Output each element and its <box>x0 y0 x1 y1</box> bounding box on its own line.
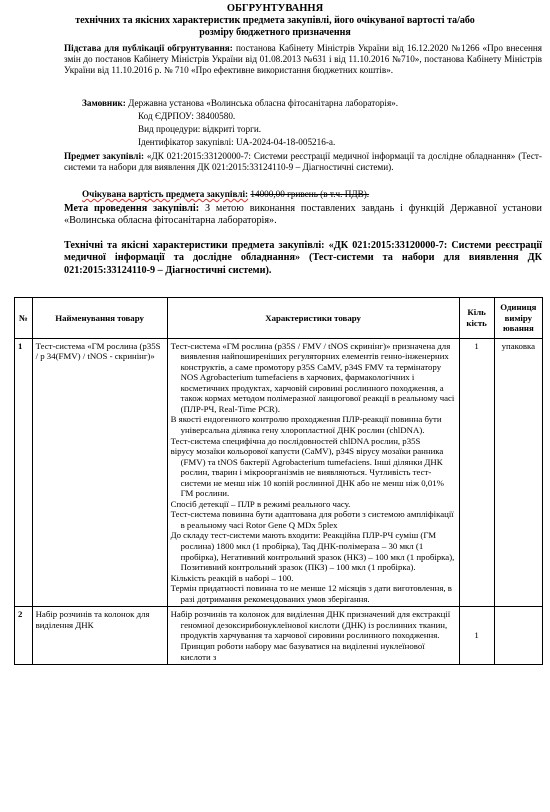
row-quantity: 1 <box>459 607 494 665</box>
header-number: № <box>15 298 33 339</box>
header-unit: Одиниця виміру ювання <box>494 298 542 339</box>
table-row <box>15 607 543 665</box>
customer-paragraph <box>82 98 542 109</box>
characteristics-paragraph: вірусу мозаїки кольорової капусти (CaMV), p34S вірусу мозаїки ранника (FMV) та tNOS бактерії Agrobacterium tumefaciens. Інші ділянки ДНК рослин, тварин і мікроорганізмів не виявляються. Чутливість тест-системи не менш ніж 10 копій рослинної ДНК або не менш ніж 0,01% ГМ рослини. <box>170 446 444 499</box>
document-title-block <box>0 3 550 39</box>
row-number: 1 <box>15 338 33 607</box>
characteristics-paragraph: Спосіб детекції – ПЛР в режимі реального часу. <box>170 498 351 509</box>
row-quantity: 1 <box>459 338 494 607</box>
characteristics-text: «ДК 021:2015:33120000-7: Системи реєстрації медичної інформації та дослідне обладнання» (Тест-системи та набори для виявлення ДК 021:2015:33124110-9 – Діагностичні системи). <box>64 240 542 276</box>
characteristics-paragraph: Термін придатності повинна то не менше 12 місяців з дати виготовлення, в разі дотримання рекомендованих умов зберігання. <box>170 583 452 604</box>
procedure-type: Вид процедури: відкриті торги. <box>138 124 262 134</box>
characteristics-paragraph: Кількість реакцій в наборі – 100. <box>170 572 294 583</box>
document-subtitle-line-2: розміру бюджетного призначення <box>199 27 351 39</box>
document-subtitle-line-1: технічних та якісних характеристик предмета закупівлі, його очікуваної вартості та/або <box>75 15 475 27</box>
characteristics-paragraph: В якості ендогенного контролю проходження ПЛР-реакції повинна бути універсальна ділянка гену хлоропластної ДНК рослин (chlDNA). <box>170 414 442 436</box>
characteristics-paragraph: Тест-система «ГМ рослина (p35S / FMV / tNOS скринінг)» призначена для виявлення найпоширеніших регуляторних елементів генно-інженерних конструктів, а саме промотору p35S CaMV, p34S FMV та термінатору NOS Agrobacterium tumefaciens в харчових, фармакологічних і косметичних продуктах, харчовій сировині рослинного походження, а також кормах методом полімеразної ланцюгової реакції в реальному часі (ПЛР-РЧ, Real-Time PCR). <box>170 340 455 414</box>
customer-label: Замовник: <box>82 98 126 108</box>
subject-paragraph <box>64 151 542 173</box>
basis-text: постанова Кабінету Міністрів України від 16.12.2020 №1266 «Про внесення змін до постанов Кабінету Міністрів України від 01.08.2013 №631 і від 11.10.2016 №710», постанова Кабінету Міністрів України від 11.10.2016 р. № 710 «Про ефективне використання бюджетних коштів». <box>64 43 543 76</box>
customer-code: Код ЄДРПОУ: 38400580. <box>138 111 236 121</box>
table-header-row <box>15 298 543 339</box>
purpose-text: З метою виконання поставлених завдань і функцій Державної установи «Волинська обласна фітосанітарна лабораторія». <box>64 203 542 227</box>
characteristics-paragraph: Набір розчинів та колонок для виділення ДНК призначений для екстракції геномної дезоксирибонуклеїнової кислоти (ДНК) із рослинних тканин, продуктів харчування та харчової сировини рослинного походження. Принцип роботи набору має базуватися на виділенні нуклеїнової кислоти з <box>170 609 451 662</box>
header-quantity: Кіль кість <box>459 298 494 339</box>
row-number: 2 <box>15 607 33 665</box>
header-product-name: Найменування товару <box>32 298 167 339</box>
characteristics-label: Технічні та якісні характеристики предмета закупівлі: <box>64 240 325 251</box>
customer-name: Державна установа «Волинська обласна фітосанітарна лабораторія». <box>128 98 399 108</box>
header-characteristics: Характеристики товару <box>167 298 459 339</box>
row-characteristics <box>167 607 459 665</box>
document-title: ОБГРУНТУВАННЯ <box>226 3 324 14</box>
cost-paragraph <box>82 189 542 200</box>
table-row <box>15 338 543 607</box>
procurement-id: Ідентифікатор закупівлі: UA-2024-04-18-005216-a. <box>138 137 336 147</box>
row-unit <box>494 607 542 665</box>
characteristics-heading <box>64 240 542 277</box>
row-characteristics <box>167 338 459 607</box>
characteristics-paragraph: Тест-система специфічна до послідовностей chlDNA рослин, p35S <box>170 435 421 446</box>
characteristics-paragraph: Тест-система повинна бути адаптована для роботи з системою ампліфікації в реальному часі Rotor Gene Q MDx 5plex <box>170 509 454 530</box>
subject-text: «ДК 021:2015:33120000-7: Системи реєстрації медичної інформації та дослідне обладнання» (Тест-системи та набори для виявлення ДК 021:2015:33124110-9 – Діагностичні системи). <box>64 151 542 173</box>
cost-value: 14000,00 гривень (в т.ч. ПДВ). <box>250 189 370 199</box>
purpose-paragraph <box>64 203 542 228</box>
row-product-name: Тест-система «ГМ рослина (p35S / p 34(FMV) / tNOS - скринінг)» <box>32 338 167 607</box>
specification-table <box>14 297 543 665</box>
basis-label: Підстава для публікації обгрунтування: <box>64 43 233 53</box>
subject-label: Предмет закупівлі: <box>64 151 145 161</box>
basis-paragraph <box>64 43 542 77</box>
cost-label: Очікувана вартість предмета закупівлі: <box>82 189 249 199</box>
characteristics-paragraph: До складу тест-системи мають входити: Реакційна ПЛР-РЧ суміш (ГМ рослина) 1800 мкл (1 пробірка), Taq ДНК-полімераза – 30 мкл (1 пробірка), Негативний контрольний зразок (НКЗ) – 100 мкл (1 пробірка), Позитивний контрольний зразок (ПКЗ) – 100 мкл (1 пробірка). <box>170 530 455 573</box>
purpose-label: Мета проведення закупівлі: <box>64 203 200 214</box>
row-product-name: Набір розчинів та колонок для виділення ДНК <box>32 607 167 665</box>
row-unit: упаковка <box>494 338 542 607</box>
